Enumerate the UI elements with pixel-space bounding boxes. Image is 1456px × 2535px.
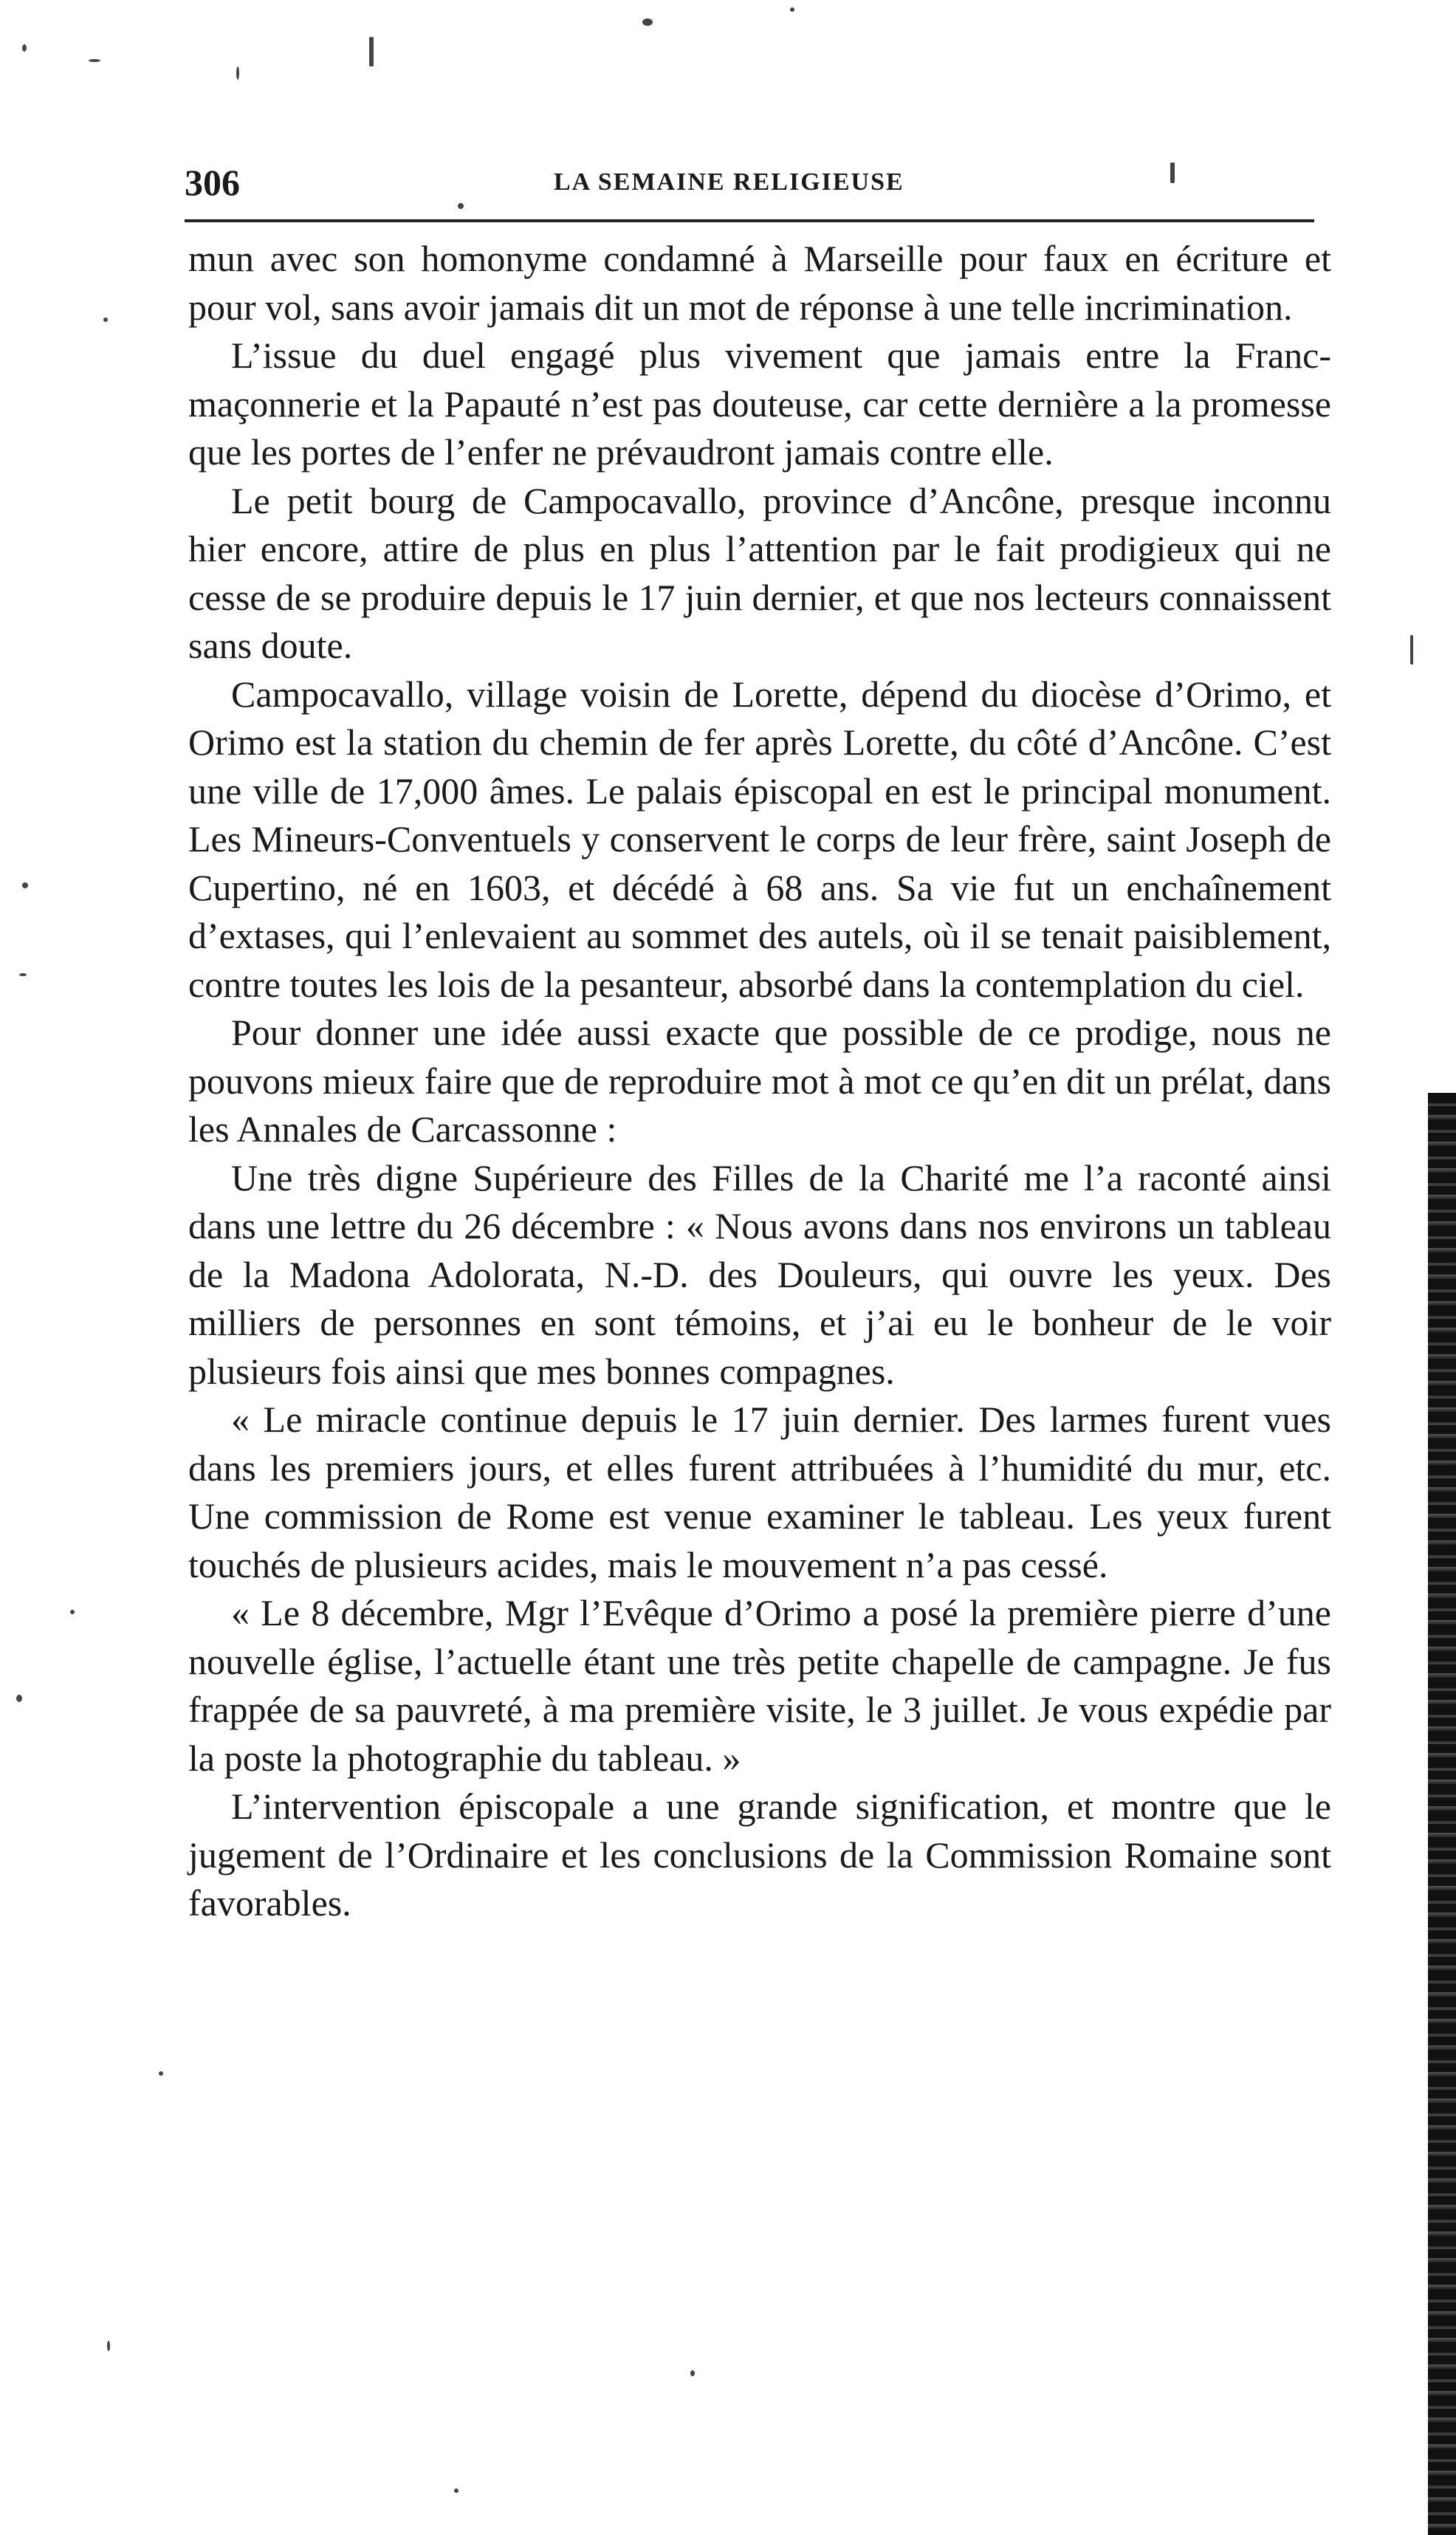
- paragraph-4: Campocavallo, village voisin de Lorette, dépend du diocèse d’Orimo, et Orimo est la station du chemin de fer après Lorette, du côté d’Ancône. C’est une ville de 17,000 âmes. Le palais épiscopal en est le principal monument. Les Mineurs-Conventuels y conservent le corps de leur frère, saint Joseph de Cupertino, né en 1603, et décédé à 68 ans. Sa vie fut un enchaînement d’extases, qui l’enlevaient au sommet des autels, où il se tenait paisiblement, contre toutes les lois de la pesanteur, absorbé dans la contemplation du ciel.: [188, 673, 1331, 1005]
- scan-edge-shadow: [1428, 1093, 1456, 2535]
- header-rule: [185, 219, 1314, 222]
- paragraph-3: Le petit bourg de Campocavallo, province d’Ancône, presque inconnu hier encore, attire de plus en plus l’attention par le fait prodigieux qui ne cesse de se produire depuis le 17 juin dernier, et que nos lecteurs connaissent sans doute.: [188, 479, 1331, 666]
- scan-speck: [454, 2488, 459, 2493]
- body-text: [188, 235, 1331, 1928]
- scan-speck: [70, 1610, 75, 1614]
- paragraph-8: « Le 8 décembre, Mgr l’Evêque d’Orimo a posé la première pierre d’une nouvelle église, l’actuelle étant une très petite chapelle de campagne. Je fus frappée de sa pauvreté, à ma première visite, le 3 juillet. Je vous expédie par la poste la photographie du tableau. »: [188, 1592, 1331, 1779]
- paragraph-5: Pour donner une idée aussi exacte que possible de ce prodige, nous ne pouvons mieux faire que de reproduire mot à mot ce qu’en dit un prélat, dans les Annales de Carcassonne :: [188, 1012, 1331, 1150]
- scan-speck: [22, 882, 28, 888]
- paragraph-2: L’issue du duel engagé plus vivement que jamais entre la Franc-maçonnerie et la Papauté n’est pas douteuse, car cette dernière a la promesse que les portes de l’enfer ne prévaudront jamais contre elle.: [188, 335, 1331, 473]
- scan-speck: [16, 1695, 22, 1702]
- scan-speck: [1170, 162, 1175, 183]
- paragraph-9: L’intervention épiscopale a une grande signification, et montre que le jugement de l’Ordinaire et les conclusions de la Commission Romaine sont favorables.: [188, 1786, 1331, 1924]
- scan-speck: [107, 2341, 110, 2351]
- scan-speck: [89, 59, 100, 62]
- scan-speck: [790, 7, 794, 12]
- scan-speck: [369, 37, 374, 66]
- scan-speck: [1410, 635, 1413, 665]
- scan-speck: [103, 318, 108, 322]
- page-header: [185, 148, 1314, 207]
- page-number: 306: [185, 162, 240, 203]
- scan-speck: [236, 66, 239, 80]
- scan-speck: [642, 18, 653, 26]
- paragraph-1: mun avec son homonyme condamné à Marseille pour faux en écriture et pour vol, sans avoir jamais dit un mot de réponse à une telle incrimination.: [188, 238, 1331, 328]
- scan-speck: [159, 2071, 163, 2076]
- scan-speck: [22, 44, 27, 52]
- scan-speck: [690, 2370, 695, 2376]
- scan-speck: [19, 973, 27, 976]
- running-title: LA SEMAINE RELIGIEUSE: [554, 168, 904, 196]
- paragraph-6: Une très digne Supérieure des Filles de la Charité me l’a raconté ainsi dans une lettre du 26 décembre : « Nous avons dans nos environs un tableau de la Madona Adolorata, N.-D. des Douleurs, qui ouvre les yeux. Des milliers de personnes en sont témoins, et j’ai eu le bonheur de le voir plusieurs fois ainsi que mes bonnes compagnes.: [188, 1156, 1331, 1392]
- paragraph-7: « Le miracle continue depuis le 17 juin dernier. Des larmes furent vues dans les premiers jours, et elles furent attribuées à l’humidité du mur, etc. Une commission de Rome est venue examiner le tableau. Les yeux furent touchés de plusieurs acides, mais le mouvement n’a pas cessé.: [188, 1399, 1331, 1585]
- scan-speck: [458, 203, 464, 209]
